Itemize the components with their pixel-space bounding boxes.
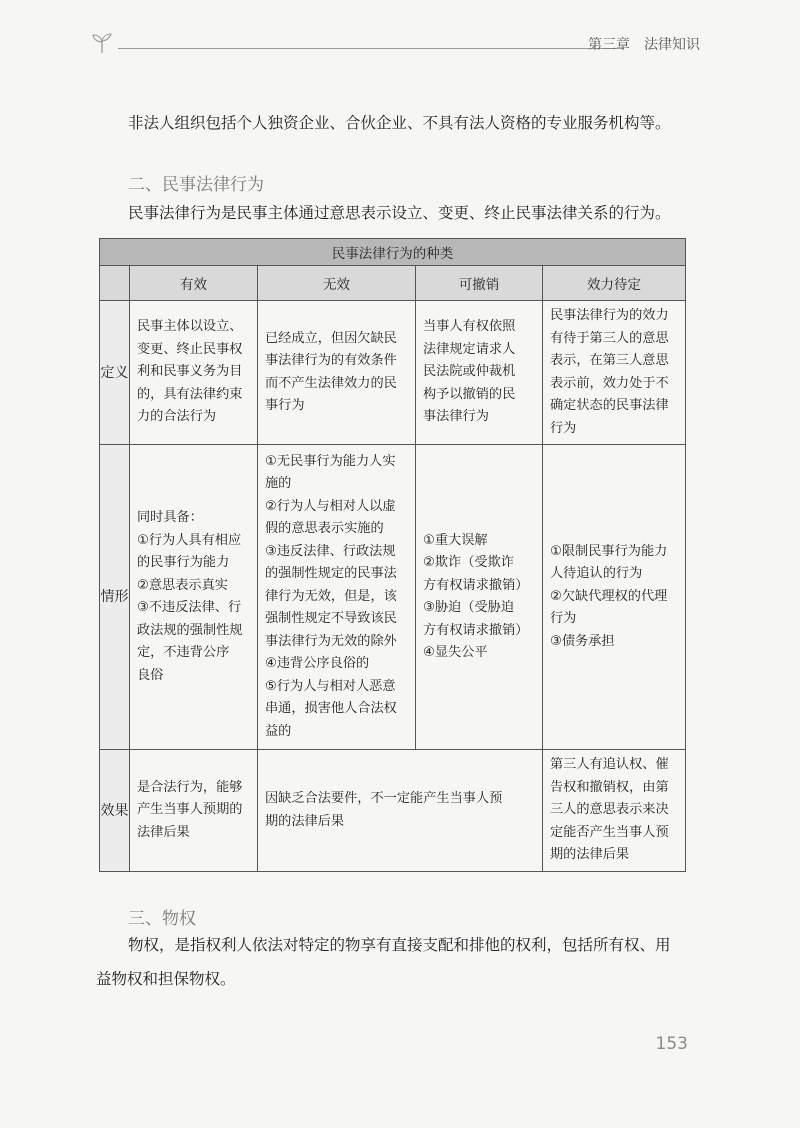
row-label: 效果 — [100, 750, 130, 872]
section-title-property-rights: 三、物权 — [128, 909, 196, 929]
property-rights-paragraph: 物权，是指权利人依法对特定的物享有直接支配和排他的权利，包括所有权、用 益物权和担保物权。 — [96, 936, 671, 988]
table-row-situations — [100, 445, 686, 750]
intro-paragraph: 非法人组织包括个人独资企业、合伙企业、不具有法人资格的专业服务机构等。 — [128, 114, 671, 132]
table-cell-merged: 因缺乏合法要件，不一定能产生当事人预 期的法律后果 — [258, 750, 543, 872]
civil-acts-table — [99, 238, 686, 872]
table-cell: 是合法行为，能够 产生当事人预期的 法律后果 — [130, 750, 258, 872]
page-number: 153 — [655, 1034, 688, 1054]
column-header: 有效 — [130, 266, 258, 301]
table-cell: 民事法律行为的效力 有待于第三人的意思 表示，在第三人意思 表示前，效力处于不 确定状态的民事法律 行为 — [543, 301, 686, 445]
table-cell: ①限制民事行为能力 人待追认的行为 ②欠缺代理权的代理 行为 ③债务承担 — [543, 445, 686, 750]
table-caption: 民事法律行为的种类 — [100, 239, 686, 266]
table-cell: 民事主体以设立、 变更、终止民事权 利和民事义务为目 的，具有法律约束 力的合法行为 — [130, 301, 258, 445]
table-row-definition — [100, 301, 686, 445]
header-rule — [118, 48, 624, 49]
table-row-effects — [100, 750, 686, 872]
table-cell: 第三人有追认权、催 告权和撤销权，由第 三人的意思表示来决 定能否产生当事人预 期的法律后果 — [543, 750, 686, 872]
row-label: 定义 — [100, 301, 130, 445]
row-label: 情形 — [100, 445, 130, 750]
running-header — [90, 32, 700, 56]
column-header: 无效 — [258, 266, 416, 301]
section-title-civil-acts: 二、民事法律行为 — [128, 175, 264, 195]
table-corner — [100, 266, 130, 301]
table-cell: 当事人有权依照 法律规定请求人 民法院或仲裁机 构予以撤销的民 事法律行为 — [416, 301, 543, 445]
chapter-title: 第三章 法律知识 — [588, 37, 700, 53]
table-cell: ①重大误解 ②欺诈（受欺诈 方有权请求撤销） ③胁迫（受胁迫 方有权请求撤销） ④显失公平 — [416, 445, 543, 750]
table-cell: 已经成立，但因欠缺民 事法律行为的有效条件 而不产生法律效力的民 事行为 — [258, 301, 416, 445]
civil-acts-definition: 民事法律行为是民事主体通过意思表示设立、变更、终止民事法律关系的行为。 — [128, 204, 671, 222]
sprout-icon — [90, 32, 114, 54]
column-header: 效力待定 — [543, 266, 686, 301]
column-header: 可撤销 — [416, 266, 543, 301]
table-cell: ①无民事行为能力人实 施的 ②行为人与相对人以虚 假的意思表示实施的 ③违反法律、行政法规 的强制性规定的民事法 律行为无效，但是，该 强制性规定不导致该民 事法律行为无效的除外 ④违背公序良俗的 ⑤行为人与相对人恶意 串通，损害他人合法权 益的 — [258, 445, 416, 750]
table-cell: 同时具备： ①行为人具有相应 的民事行为能力 ②意思表示真实 ③不违反法律、行 政法规的强制性规 定，不违背公序 良俗 — [130, 445, 258, 750]
